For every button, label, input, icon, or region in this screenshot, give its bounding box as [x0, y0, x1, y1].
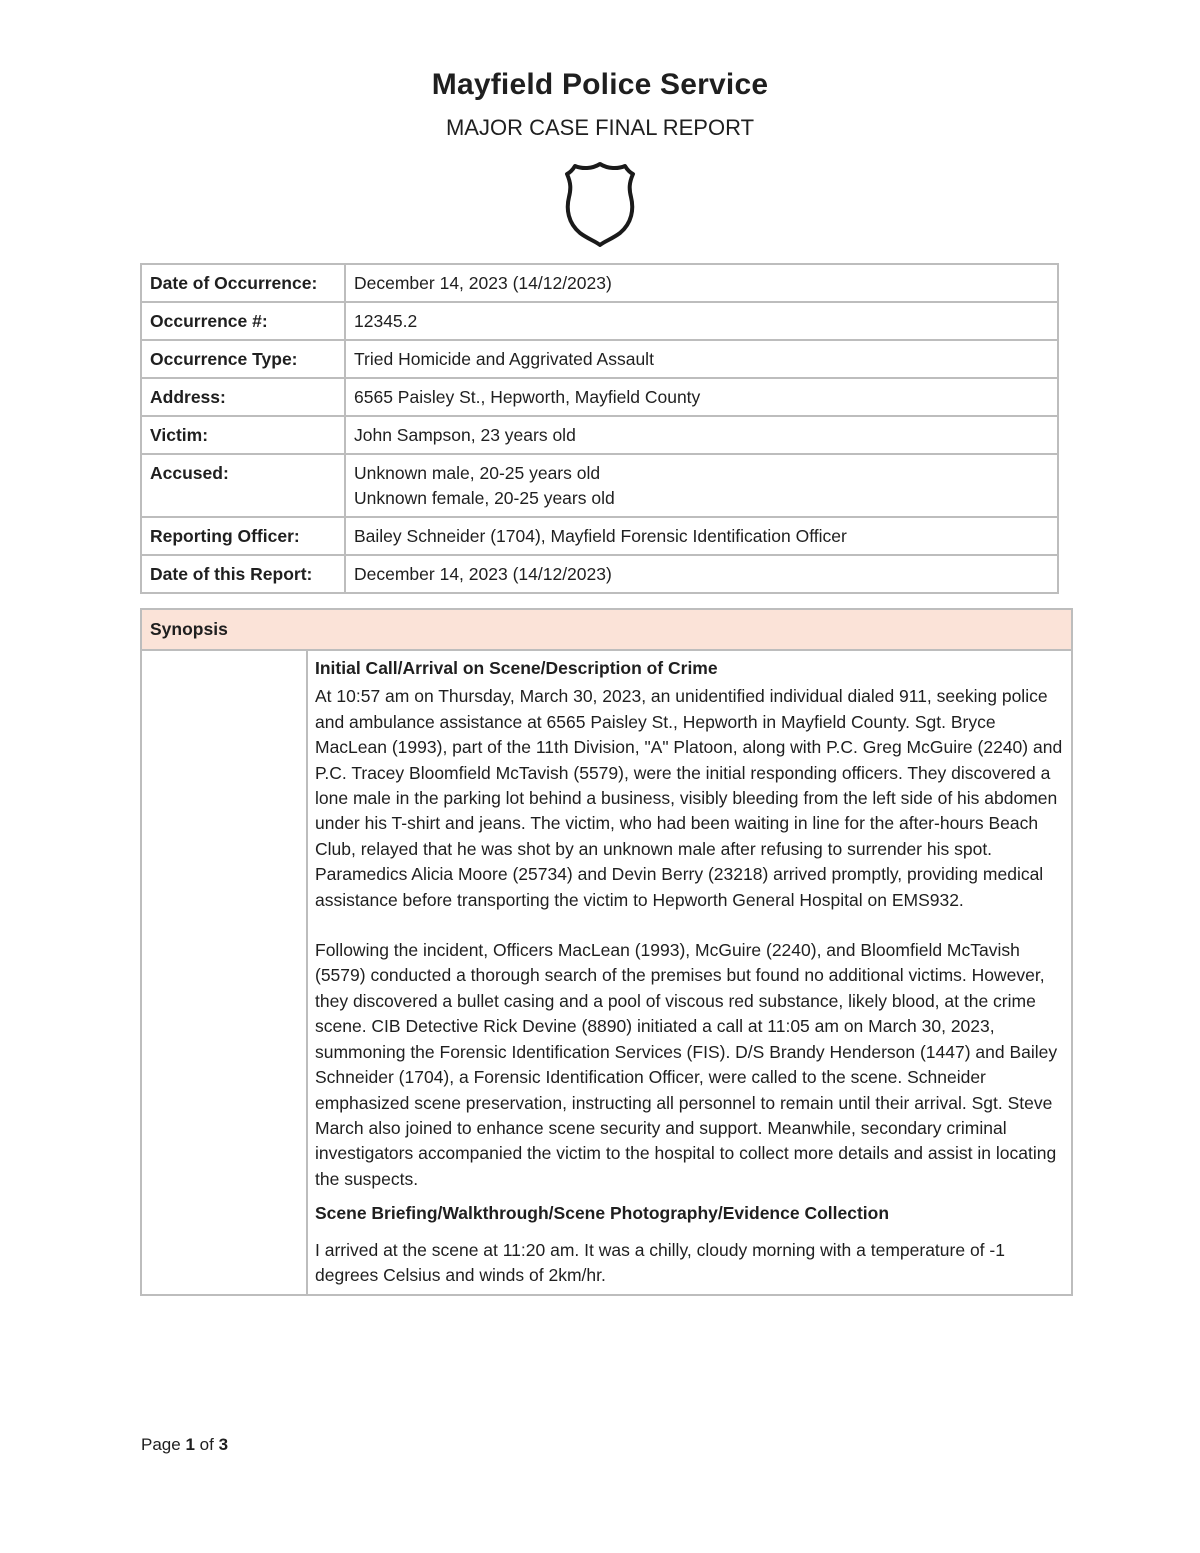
field-value: December 14, 2023 (14/12/2023) [345, 555, 1058, 593]
synopsis-side-cell [141, 650, 307, 1295]
field-label: Address: [141, 378, 345, 416]
table-row [141, 416, 1058, 454]
accused-line: Unknown male, 20-25 years old [354, 463, 601, 483]
field-label: Occurrence #: [141, 302, 345, 340]
table-row [141, 264, 1058, 302]
field-value: 12345.2 [345, 302, 1058, 340]
field-label: Date of this Report: [141, 555, 345, 593]
page-number [141, 1435, 228, 1455]
field-value: John Sampson, 23 years old [345, 416, 1058, 454]
police-shield-badge-icon [564, 161, 636, 247]
paragraph: Following the incident, Officers MacLean (1993), McGuire (2240), and Bloomfield McTavish (5579) conducted a thorough search of the premises but found no additional victims. However, they discovered a bullet casing and a pool of viscous red substance, likely blood, at the crime scene. CIB Detective Rick Devine (8890) initiated a call at 11:05 am on March 30, 2023, summoning the Forensic Identification Services (FIS). D/S Brandy Henderson (1447) and Bailey Schneider (1704), a Forensic Identification Officer, were called to the scene. Schneider emphasized scene preservation, instructing all personnel to remain until their arrival. Sgt. Steve March also joined to enhance scene security and support. Meanwhile, secondary criminal investigators accompanied the victim to the hospital to collect more details and assist in locating the suspects. [315, 940, 1058, 1189]
table-row [141, 555, 1058, 593]
synopsis-heading: Synopsis [141, 609, 1072, 650]
page-current: 1 [185, 1435, 195, 1454]
section-heading: Initial Call/Arrival on Scene/Description of Crime [315, 658, 718, 678]
field-value: Bailey Schneider (1704), Mayfield Forensic Identification Officer [345, 517, 1058, 555]
field-label: Accused: [141, 454, 345, 517]
paragraph: I arrived at the scene at 11:20 am. It was a chilly, cloudy morning with a temperature of -1 degrees Celsius and winds of 2km/hr. [315, 1239, 1005, 1285]
accused-line: Unknown female, 20-25 years old [354, 488, 615, 508]
field-label: Victim: [141, 416, 345, 454]
table-row [141, 517, 1058, 555]
field-label: Occurrence Type: [141, 340, 345, 378]
table-row [141, 302, 1058, 340]
field-value: December 14, 2023 (14/12/2023) [345, 264, 1058, 302]
field-label: Date of Occurrence: [141, 264, 345, 302]
table-row [141, 454, 1058, 517]
occurrence-info-table [140, 263, 1059, 594]
page-total: 3 [218, 1435, 229, 1454]
field-value: 6565 Paisley St., Hepworth, Mayfield County [345, 378, 1058, 416]
synopsis-table [140, 608, 1073, 1296]
paragraph: At 10:57 am on Thursday, March 30, 2023, an unidentified individual dialed 911, seeking police and ambulance assistance at 6565 Paisley St., Hepworth in Mayfield County. Sgt. Bryce MacLean (1993), part of the 11th Division, "A" Platoon, along with P.C. Greg McGuire (2240) and P.C. Tracey Bloomfield McTavish (5579), were the initial responding officers. They discovered a lone male in the parking lot behind a business, visibly bleeding from the left side of his abdomen under his T-shirt and jeans. The victim, who had been waiting in line for the after-hours Beach Club, relayed that he was shot by an unknown male after refusing to surrender his spot. Paramedics Alicia Moore (25734) and Devin Berry (23218) arrived promptly, providing medical assistance before transporting the victim to Hepworth General Hospital on EMS932. [315, 686, 1063, 910]
field-value: Tried Homicide and Aggrivated Assault [345, 340, 1058, 378]
page-title: Mayfield Police Service [431, 68, 769, 101]
table-row [141, 378, 1058, 416]
synopsis-body [307, 650, 1072, 1295]
field-label: Reporting Officer: [141, 517, 345, 555]
page-word: Page [141, 1435, 181, 1454]
of-word: of [199, 1435, 214, 1454]
report-subtitle: MAJOR CASE FINAL REPORT [445, 115, 755, 140]
field-value [345, 454, 1058, 517]
section-heading: Scene Briefing/Walkthrough/Scene Photography/Evidence Collection [315, 1203, 890, 1224]
table-row [141, 340, 1058, 378]
